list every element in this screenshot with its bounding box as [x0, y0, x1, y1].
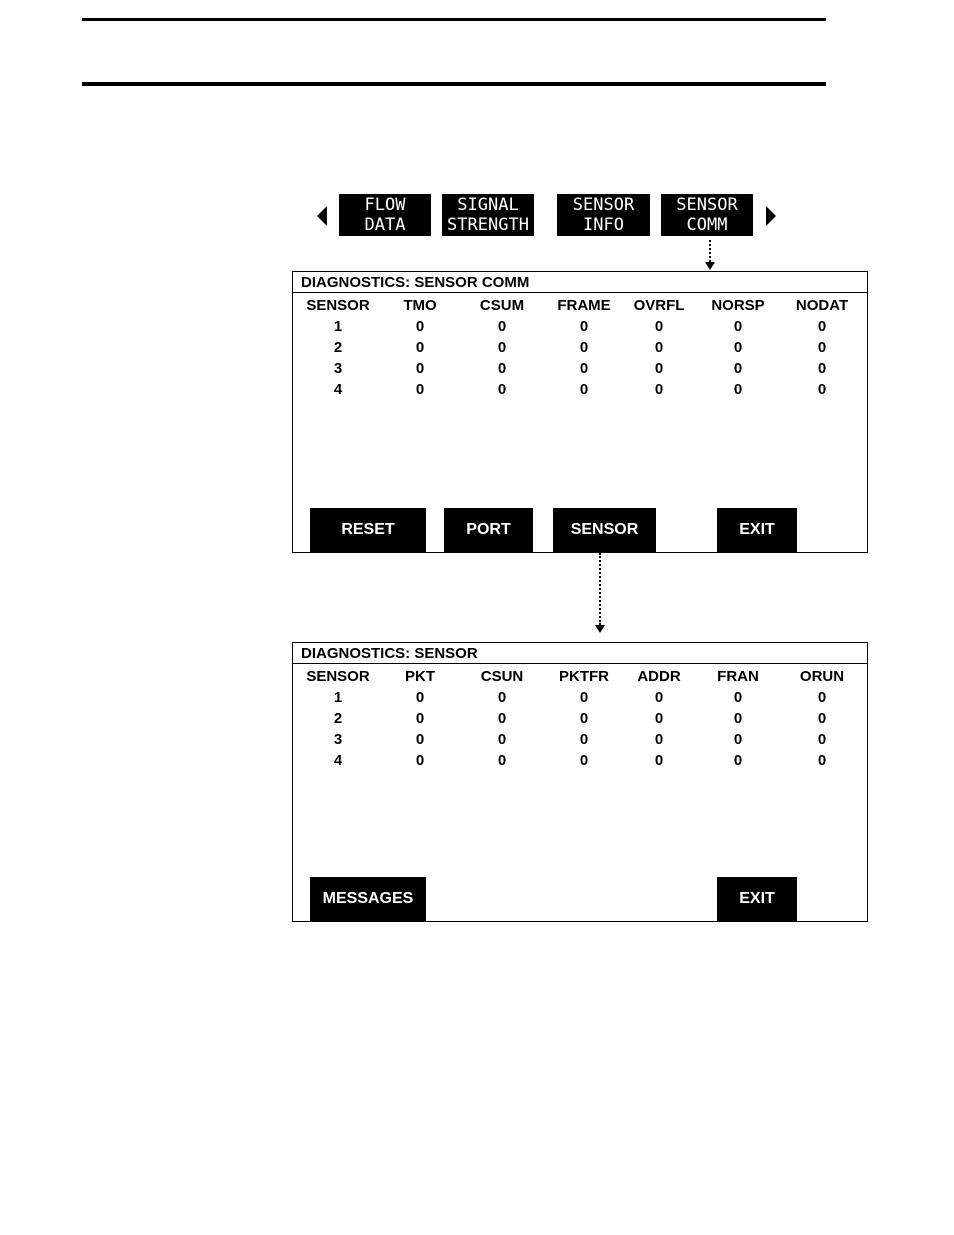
- table-row: [297, 687, 861, 708]
- table-row: [297, 750, 861, 771]
- table-cell: 0: [497, 710, 507, 727]
- column-header: FRAN: [717, 668, 759, 685]
- column-header: TMO: [403, 297, 437, 314]
- table-cell: 0: [654, 381, 664, 398]
- panel-title: DIAGNOSTICS: SENSOR: [293, 643, 867, 664]
- exit-button[interactable]: EXIT: [717, 877, 797, 921]
- table-cell: 0: [415, 689, 425, 706]
- down-arrow-icon: [595, 625, 605, 633]
- sensor-comm-panel: [292, 271, 868, 553]
- reset-button[interactable]: RESET: [310, 508, 426, 552]
- table-cell: 0: [654, 710, 664, 727]
- table-cell: 0: [579, 339, 589, 356]
- connector-line: [709, 240, 711, 262]
- table-cell: 0: [817, 752, 827, 769]
- table-cell: 0: [654, 689, 664, 706]
- table-cell: 0: [817, 318, 827, 335]
- table-cell: 0: [579, 710, 589, 727]
- column-header: NORSP: [711, 297, 765, 314]
- table-cell: 3: [333, 731, 343, 748]
- column-header: NODAT: [795, 297, 849, 314]
- table-cell: 0: [817, 731, 827, 748]
- panel-title: DIAGNOSTICS: SENSOR COMM: [293, 272, 867, 293]
- column-header: FRAME: [557, 297, 611, 314]
- sensor-panel: [292, 642, 868, 922]
- top-rule: [82, 18, 826, 21]
- column-header: PKT: [405, 668, 435, 685]
- softkey-flow-data[interactable]: FLOW DATA: [339, 194, 431, 236]
- table-cell: 0: [497, 318, 507, 335]
- table-cell: 0: [579, 731, 589, 748]
- table-cell: 0: [733, 339, 743, 356]
- column-header: ORUN: [799, 668, 845, 685]
- table-cell: 1: [333, 318, 343, 335]
- table-cell: 0: [579, 318, 589, 335]
- table-row: [297, 316, 861, 337]
- table-header-row: [297, 295, 861, 316]
- port-button[interactable]: PORT: [444, 508, 533, 552]
- scroll-right-arrow-icon[interactable]: [766, 206, 776, 226]
- table-row: [297, 379, 861, 400]
- softkey-sensor-comm[interactable]: SENSOR COMM: [661, 194, 753, 236]
- table-cell: 0: [415, 710, 425, 727]
- table-row: [297, 337, 861, 358]
- connector-line: [599, 553, 601, 625]
- table-cell: 3: [333, 360, 343, 377]
- table-cell: 0: [415, 318, 425, 335]
- table-cell: 0: [579, 752, 589, 769]
- table-cell: 0: [497, 689, 507, 706]
- table-cell: 2: [333, 339, 343, 356]
- softkey-sensor-info[interactable]: SENSOR INFO: [557, 194, 650, 236]
- column-header: PKTFR: [559, 668, 609, 685]
- table-cell: 0: [415, 381, 425, 398]
- column-header: SENSOR: [306, 668, 370, 685]
- softkey-signal-strength[interactable]: SIGNAL STRENGTH: [442, 194, 534, 236]
- table-cell: 0: [817, 689, 827, 706]
- table-cell: 4: [333, 381, 343, 398]
- table-cell: 0: [579, 360, 589, 377]
- table-cell: 0: [733, 381, 743, 398]
- sensor-comm-table: [297, 295, 861, 400]
- table-cell: 0: [415, 731, 425, 748]
- table-cell: 0: [733, 318, 743, 335]
- table-cell: 0: [415, 339, 425, 356]
- column-header: ADDR: [637, 668, 681, 685]
- header-rule: [82, 82, 826, 86]
- table-cell: 0: [733, 710, 743, 727]
- table-row: [297, 708, 861, 729]
- table-cell: 0: [733, 752, 743, 769]
- column-header: OVRFL: [633, 297, 685, 314]
- column-header: CSUM: [479, 297, 525, 314]
- table-cell: 0: [497, 339, 507, 356]
- table-cell: 0: [497, 752, 507, 769]
- table-cell: 0: [733, 689, 743, 706]
- sensor-button[interactable]: SENSOR: [553, 508, 656, 552]
- table-cell: 0: [817, 710, 827, 727]
- table-cell: 0: [579, 381, 589, 398]
- column-header: CSUN: [480, 668, 524, 685]
- table-cell: 0: [497, 381, 507, 398]
- table-cell: 0: [654, 731, 664, 748]
- down-arrow-icon: [705, 262, 715, 270]
- table-cell: 0: [654, 360, 664, 377]
- table-cell: 0: [579, 689, 589, 706]
- table-cell: 0: [654, 318, 664, 335]
- table-header-row: [297, 666, 861, 687]
- table-cell: 2: [333, 710, 343, 727]
- table-cell: 0: [654, 339, 664, 356]
- table-cell: 0: [654, 752, 664, 769]
- table-cell: 0: [415, 360, 425, 377]
- table-cell: 0: [817, 381, 827, 398]
- table-cell: 0: [817, 360, 827, 377]
- table-cell: 0: [733, 360, 743, 377]
- scroll-left-arrow-icon[interactable]: [317, 206, 327, 226]
- table-row: [297, 729, 861, 750]
- table-cell: 4: [333, 752, 343, 769]
- table-cell: 0: [497, 360, 507, 377]
- table-row: [297, 358, 861, 379]
- table-cell: 0: [733, 731, 743, 748]
- column-header: SENSOR: [306, 297, 370, 314]
- sensor-table: [297, 666, 861, 771]
- messages-button[interactable]: MESSAGES: [310, 877, 426, 921]
- table-cell: 0: [817, 339, 827, 356]
- table-cell: 0: [497, 731, 507, 748]
- table-cell: 1: [333, 689, 343, 706]
- table-cell: 0: [415, 752, 425, 769]
- exit-button[interactable]: EXIT: [717, 508, 797, 552]
